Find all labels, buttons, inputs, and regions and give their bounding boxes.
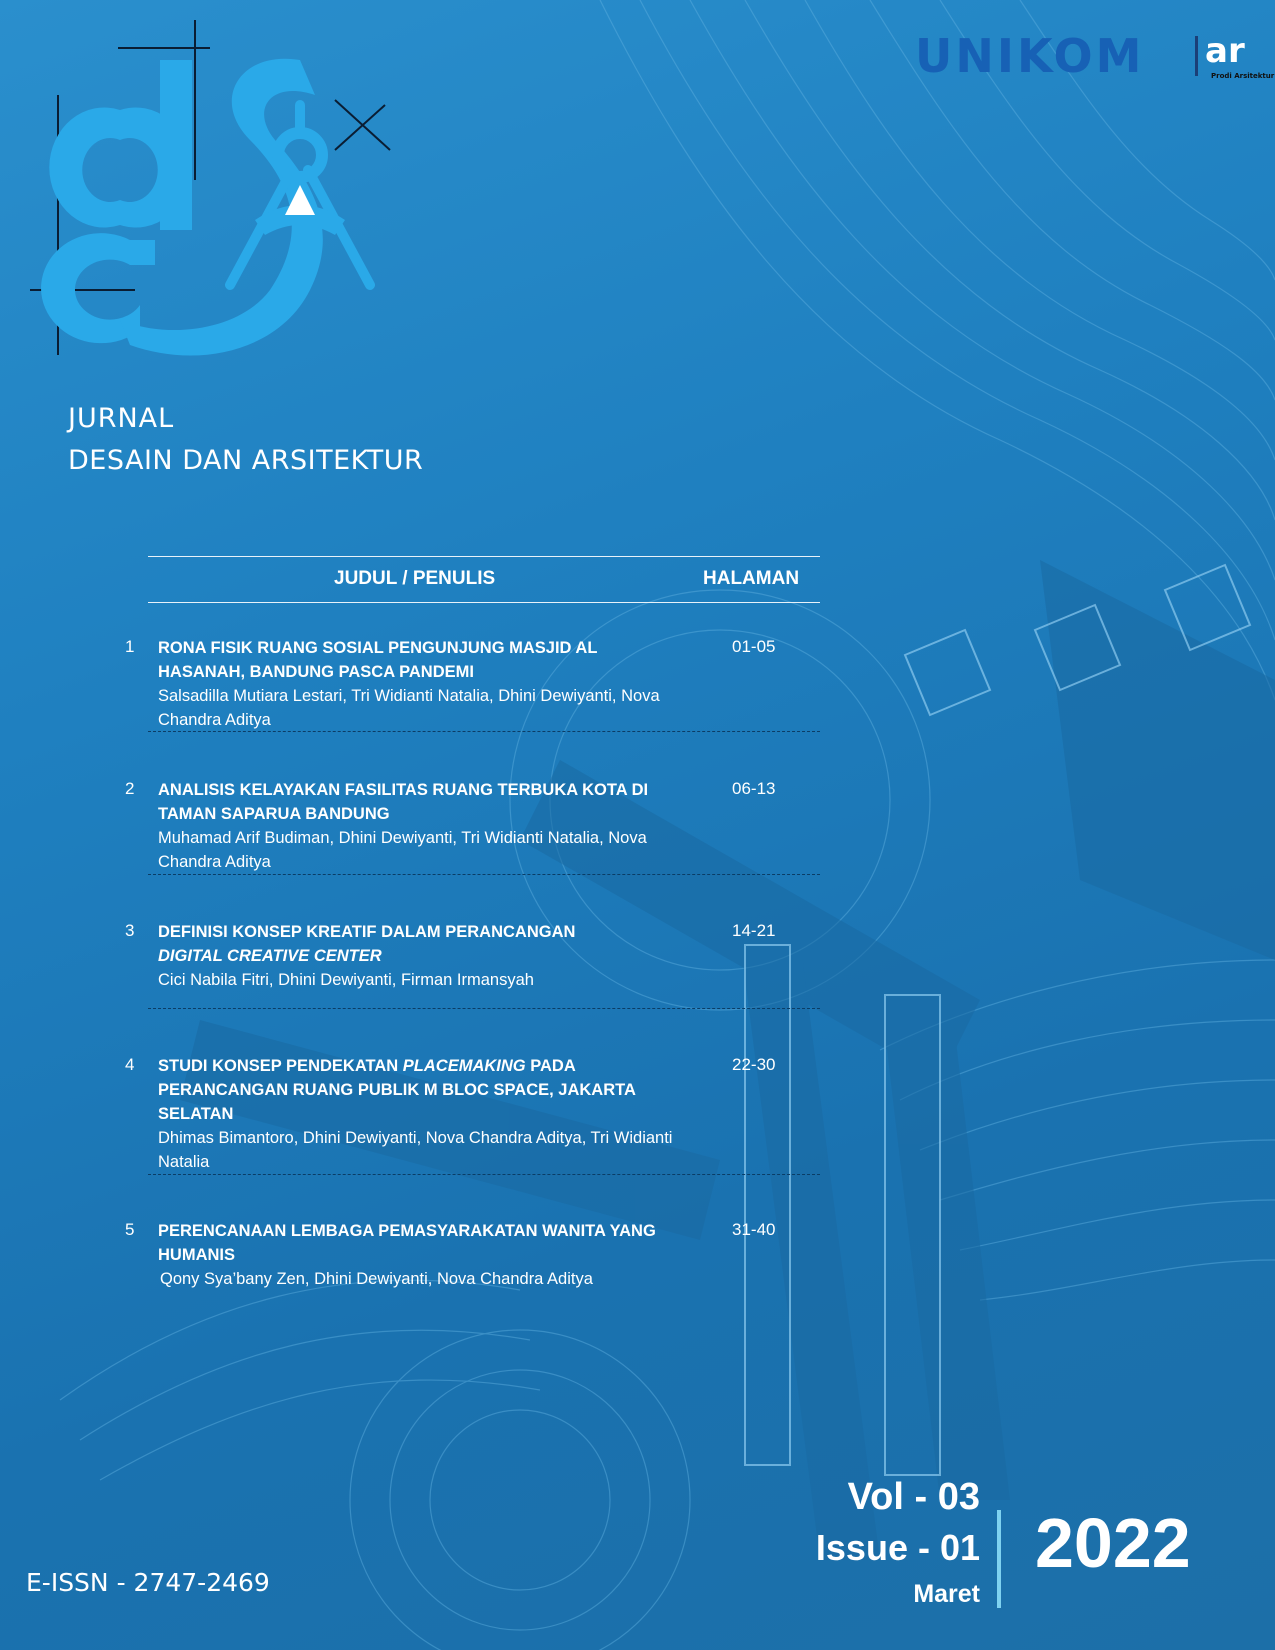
entry-divider: [148, 731, 820, 732]
entry-title: PERENCANAAN LEMBAGA PEMASYARAKATAN WANITA YANG HUMANIS: [158, 1222, 656, 1264]
entry-pages: 14-21: [732, 921, 776, 940]
entry-title-italic: PLACEMAKING: [402, 1057, 526, 1075]
entry-title-text: DEFINISI KONSEP KREATIF DALAM PERANCANGAN: [158, 923, 576, 941]
issn-label: E-ISSN - 2747-2469: [26, 1568, 270, 1597]
prodi-arsitektur-mark: ar: [1205, 31, 1245, 71]
entry-divider: [148, 1008, 820, 1009]
toc-top-rule: [148, 556, 820, 557]
entry-title-text: PADA PERANCANGAN RUANG PUBLIK M BLOC SPACE, JAKARTA SELATAN: [158, 1057, 636, 1123]
entry-authors: Qony Sya’bany Zen, Dhini Dewiyanti, Nova Chandra Aditya: [160, 1270, 593, 1288]
entry-divider: [148, 874, 820, 875]
entry-authors: Cici Nabila Fitri, Dhini Dewiyanti, Firman Irmansyah: [158, 971, 534, 989]
issue-label: Issue - 01: [815, 1527, 980, 1568]
entry-title-text: STUDI KONSEP PENDEKATAN: [158, 1057, 403, 1075]
entry-title: RONA FISIK RUANG SOSIAL PENGUNJUNG MASJID AL HASANAH, BANDUNG PASCA PANDEMI: [158, 639, 598, 681]
entry-number: 5: [125, 1220, 135, 1239]
entry-authors: Muhamad Arif Budiman, Dhini Dewiyanti, Tri Widianti Natalia, Nova Chandra Aditya: [158, 829, 647, 871]
entry-pages: 31-40: [732, 1220, 776, 1239]
entry-title: [158, 920, 688, 968]
toc-header-rule: [148, 602, 820, 603]
entry-title: [158, 1054, 688, 1126]
volume-label: Vol - 03: [847, 1476, 980, 1518]
entry-divider: [148, 1174, 820, 1175]
entry-number: 4: [125, 1055, 135, 1074]
entry-title: ANALISIS KELAYAKAN FASILITAS RUANG TERBUKA KOTA DI TAMAN SAPARUA BANDUNG: [158, 781, 649, 823]
journal-title-line2: DESAIN DAN ARSITEKTUR: [68, 445, 424, 476]
entry-number: 2: [125, 779, 135, 798]
unikom-wordmark: UNIKOM: [915, 29, 1145, 83]
entry-pages: 22-30: [732, 1055, 776, 1074]
entry-pages: 01-05: [732, 637, 776, 656]
year-label: 2022: [1035, 1504, 1191, 1582]
year-accent-bar: [997, 1510, 1001, 1608]
toc-column-title: JUDUL / PENULIS: [334, 568, 496, 589]
entry-authors: Dhimas Bimantoro, Dhini Dewiyanti, Nova Chandra Aditya, Tri Widianti Natalia: [158, 1129, 673, 1171]
journal-title-line1: JURNAL: [68, 403, 175, 434]
entry-number: 3: [125, 921, 135, 940]
month-label: Maret: [913, 1580, 980, 1608]
entry-number: 1: [125, 637, 135, 656]
entry-authors: Salsadilla Mutiara Lestari, Tri Widianti Natalia, Dhini Dewiyanti, Nova Chandra Aditya: [158, 687, 660, 729]
toc-column-pages: HALAMAN: [703, 568, 800, 589]
prodi-arsitektur-label: Prodi Arsitektur: [1211, 72, 1275, 80]
entry-pages: 06-13: [732, 779, 776, 798]
entry-title-italic: DIGITAL CREATIVE CENTER: [158, 947, 382, 965]
